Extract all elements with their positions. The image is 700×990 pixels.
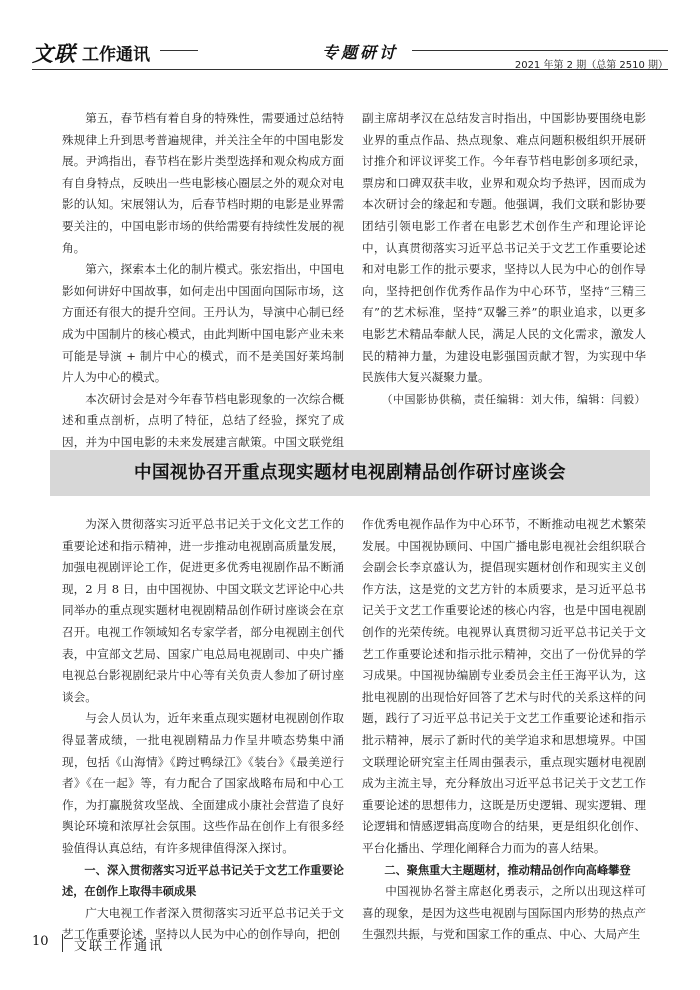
logo-text: 工作通讯: [82, 45, 150, 65]
page-header: [32, 36, 668, 70]
article2-paragraph-part: 广大电视工作者深入贯彻落实习近平总书记关于文艺工作重要论述，坚持以人民为中心的创作导向，把创: [62, 905, 344, 942]
article-credit: （中国影协供稿，责任编辑：刘大伟，编辑：闫毅）: [381, 392, 646, 406]
article2-paragraph: 中国视协名誉主席赵化勇表示，之所以出现这样可喜的现象，是因为这些电视剧与国际国内形势的热点产生强烈共振，与党和国家工作的重点、中心、大局产生: [362, 884, 646, 942]
article1-paragraph-part: 副主席胡孝汉在总结发言时指出，中国影协要围绕电影业界的重点作品、热点现象、难点问题积极组织开展研讨推介和评议评奖工作。今年春节档电影创多项纪录，票房和口碑双获丰收，业界和观众均予热评，因而成为本次研讨会的缘起和专题。他强调，我们文联和影协要团结引领电影工作者在电影艺术创作生产和理论评论中，认真贯彻落实习近平总书记关于文艺工作重要论述和对电影工作的批示要求，坚持以人民为中心的创作导向，坚持把创作优秀作品作为中心环节，坚持“三精三有”的艺术标准，坚持“双馨三养”的职业追求，以更多电影艺术精品奉献人民，满足人民的文化需求，激发人民的精神力量，为建设电影强国贡献才智，为实现中华民族伟大复兴凝聚力量。: [362, 111, 646, 385]
article1-column-right: [362, 108, 646, 410]
article2-column-right: [362, 514, 646, 946]
article1-paragraph-part: 本次研讨会是对今年春节档电影现象的一次综合概述和重点剖析，点明了特征，总结了经验，探究了成因，并为中国电影的未来发展建言献策。中国文联党组: [62, 391, 344, 449]
article2-paragraph-continued: [362, 514, 646, 860]
header-rule-right: [412, 50, 668, 51]
logo-mark: 文联: [32, 41, 76, 66]
article2-subhead-2: 二、聚焦重大主题题材，推动精品创作向高峰攀登: [384, 863, 631, 877]
article2-title-banner: [50, 450, 650, 496]
page-number: 10: [32, 934, 49, 949]
article2-paragraph-part: 作优秀电视作品作为中心环节，不断推动电视艺术繁荣发展。中国视协顾问、中国广播电影电视社会组织联合会副会长李京盛认为，提倡现实题材创作和现实主义创作方法，这是党的文艺方针的本质要求，是习近平总书记关于文艺工作重要论述的核心内容，也是中国电视剧创作的光荣传统。电视界认真贯彻习近平总书记关于文艺工作重要论述和指示批示精神，交出了一份优异的学习成果。中国视协编剧专业委员会主任王海平认为，这批电视剧的出现恰好回答了艺术与时代的关系这样的问题，践行了习近平总书记关于文艺工作重要论述和指示批示精神，展示了新时代的美学追求和思想境界。中国文联理论研究室主任周由强表示，重点现实题材电视剧成为主流主导，充分释放出习近平总书记关于文艺工作重要论述的思想伟力，这既是历史逻辑、现实逻辑、理论逻辑和情感逻辑高度吻合的结果，更是组织化创作、平台化播出、学理化阐释合力而为的喜人结果。: [362, 517, 646, 855]
header-divider: [32, 69, 668, 70]
article2-subhead-1: 一、深入贯彻落实习近平总书记关于文艺工作重要论述，在创作上取得丰硕成果: [62, 863, 344, 899]
article1-paragraph: 第六，探索本土化的制片模式。张宏指出，中国电影如何讲好中国故事，如何走出中国面向国际市场，这方面还有很大的提升空间。王丹认为，导演中心制已经成为中国制片的核心模式，由此判断中国电影产业未来可能是导演 + 制片中心的模式，而不是美国好莱坞制片人为中心的模式。: [62, 262, 344, 385]
article2-paragraph: 为深入贯彻落实习近平总书记关于文化文艺工作的重要论述和指示精神，进一步推动电视剧高质量发展，加强电视剧评论工作，促进更多优秀电视剧作品不断涌现，2 月 8 日，由中国视协、中国文联文艺评论中心共同举办的重点现实题材电视剧精品创作研讨座谈会在京召开。电视工作领域知名专家学者，部分电视剧主创代表，中宣部文艺局、国家广电总局电视剧司、中央广播电视总台影视剧纪录片中心等有关负责人参加了研讨座谈会。: [62, 517, 344, 704]
article1-paragraph-continued: [362, 108, 646, 389]
header-rule-left: [160, 50, 198, 51]
article2-paragraph: 与会人员认为，近年来重点现实题材电视剧创作取得显著成绩，一批电视剧精品力作呈井喷态势集中涌现，包括《山海情》《跨过鸭绿江》《装台》《最美逆行者》《在一起》等，有力配合了国家战略布局和中心工作，为打赢脱贫攻坚战、全面建成小康社会营造了良好舆论环境和浓厚社会氛围。这些作品在创作上有很多经验值得认真总结，有许多规律值得深入探讨。: [62, 711, 344, 855]
article1-paragraph: 第五，春节档有着自身的特殊性，需要通过总结特殊规律上升到思考普遍规律，并关注全年的中国电影发展。尹鸿指出，春节档在影片类型选择和观众构成方面有自身特点，反映出一些电影核心圈层之外的观众对电影的认知。宋展翎认为，后春节档时期的电影是业界需要关注的，中国电影市场的供给需要有持续性发展的视角。: [62, 111, 344, 255]
article2-column-left: [62, 514, 344, 946]
footer-divider: [62, 934, 63, 952]
footer-publication: 文联工作通讯: [74, 939, 165, 954]
section-title: 专题研讨: [322, 43, 399, 62]
article2-title: 中国视协召开重点现实题材电视剧精品创作研讨座谈会: [134, 463, 566, 483]
issue-number: 2021 年第 2 期（总第 2510 期）: [514, 60, 668, 71]
article1-column-left: [62, 108, 344, 475]
